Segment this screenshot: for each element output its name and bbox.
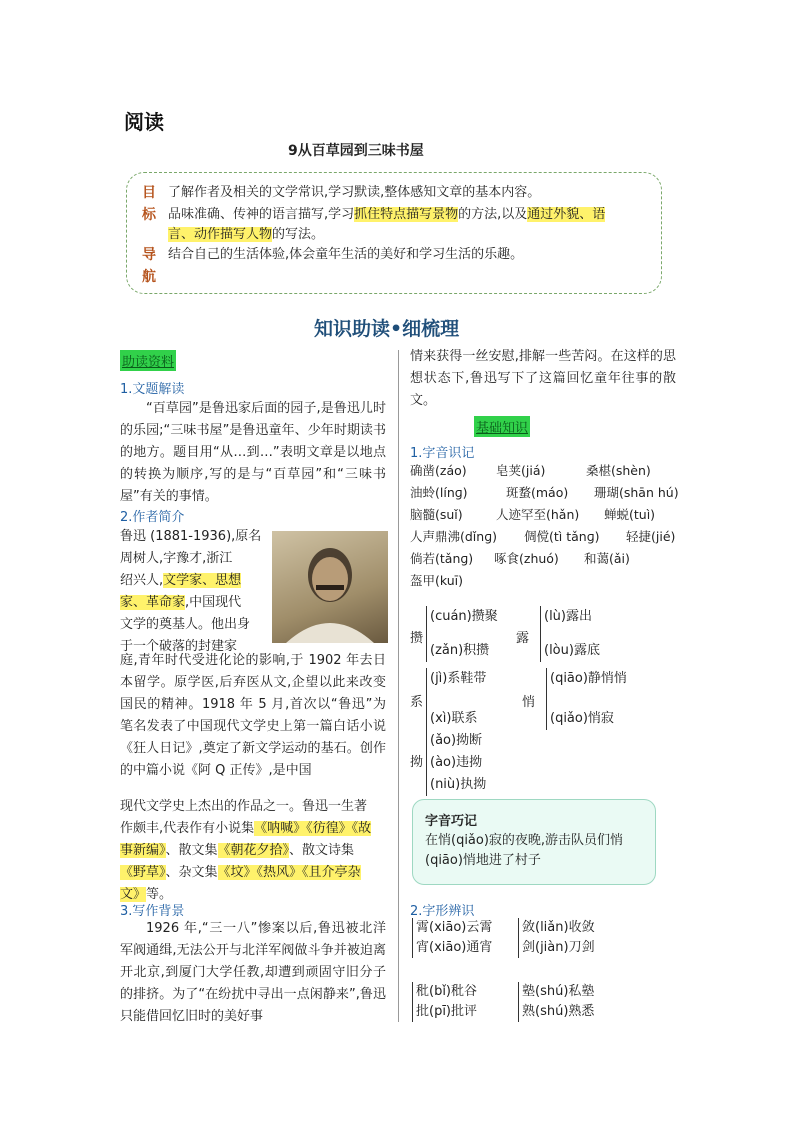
poly-char: 露 [516,631,530,646]
author-text: 等。 [146,887,173,902]
vocab-word: 斑蝥(máo) [506,485,569,500]
shape-word: 敛(liǎn)收敛 [522,920,595,935]
pronunciation-tip-box [412,799,656,885]
vocab-word: 倜傥(tì tǎnɡ) [524,529,600,544]
poly-reading: (xì)联系 [430,711,478,726]
work-highlight: 事新编》 [120,843,166,858]
author-line [120,840,386,862]
goal-highlight: 言、动作描写人物 [168,227,273,242]
poly-reading: (ào)违拗 [430,755,483,770]
subsection-title: 1.字音识记 [410,446,475,461]
vocab-word: 轻捷(jié) [626,529,676,544]
word-row [410,526,675,548]
lesson-title: 9从百草园到三味书屋 [288,143,424,159]
goal-side-char: 导 [142,247,156,263]
word-row [410,548,630,570]
vocab-word: 和蔼(ǎi) [584,551,630,566]
shape-word: 霄(xiāo)云霄 [416,920,493,935]
goal-text-2a: 品味准确、传神的语言描写,学习 [168,207,355,222]
author-line: 鲁迅 (1881-1936),原名 [120,529,262,544]
column-divider [398,350,399,1022]
author-text: 绍兴人, [120,573,164,588]
author-text: 、散文诗集 [289,843,355,858]
poly-char: 拗 [410,755,424,770]
author-text: 、杂文集 [165,865,218,880]
shape-word: 秕(bǐ)秕谷 [416,984,478,999]
goal-highlight: 抓住特点描写景物 [354,207,459,222]
author-line: 文学的奠基人。他出身 [120,617,251,632]
goal-side-char: 航 [142,269,156,285]
author-highlight: 家、革命家 [120,595,186,610]
shape-group [412,982,512,1022]
shape-group [412,918,512,958]
author-line: 于一个破落的封建家 [120,639,238,654]
author-biography-text: 庭,青年时代受进化论的影响,于 1902 年去日本留学。原学医,后弃医从文,企望以此来改变国民的精神。1918 年 5 月,首次以“鲁迅”为笔名发表了中国现代文学史上第一篇白话小说《狂人日记》,奠定了新文学运动的基石。创作的中篇小说《阿 Q 正传》,是中国 [120,653,386,778]
shape-word: 剑(jiàn)刀剑 [522,940,595,955]
shape-word: 宵(xiāo)通宵 [416,940,493,955]
poly-reading: (jì)系鞋带 [430,671,487,686]
work-highlight: 文》 [120,887,147,902]
work-highlight: 《野草》 [120,865,166,880]
poly-reading: (lù)露出 [544,609,592,624]
author-line [120,570,270,592]
word-row [410,504,655,526]
poly-char: 攒 [410,631,424,646]
shape-group [518,982,632,1022]
poly-reading: (ǎo)拗断 [430,733,483,748]
title-explanation-text: “百草园”是鲁迅家后面的园子,是鲁迅儿时的乐园;“三味书屋”是鲁迅童年、少年时期读书的地方。题目用“从…到…”表明文章是以地点的转换为顺序,写的是与“百草园”和“三味书屋”有关的事情。 [120,401,386,504]
work-highlight: 《坟》《热风》《且介亭杂 [217,865,361,880]
poly-reading: (qiāo)静悄悄 [550,671,627,686]
goal-text-3b: 的写法。 [272,227,325,242]
poly-reading: (niù)执拗 [430,777,487,792]
word-row [410,570,463,592]
word-row [410,460,651,482]
tip-title: 字音巧记 [425,814,478,829]
subsection-title: 3.写作背景 [120,904,185,919]
work-highlight: 《呐喊》《彷徨》《故 [254,821,372,836]
poly-reading: (zǎn)积攒 [430,643,490,658]
vocab-word: 蝉蜕(tuì) [604,507,656,522]
work-highlight: 《朝花夕拾》 [217,843,290,858]
goal-line [168,182,656,204]
tip-text: 在悄(qiǎo)寂的夜晚,游击队员们悄(qiāo)悄地进了村子 [425,833,624,868]
vocab-word: 啄食(zhuó) [494,551,559,566]
author-portrait-illustration [272,531,388,643]
vocab-word: 珊瑚(shān hú) [594,485,679,500]
author-line [120,592,270,614]
shape-word: 批(pī)批评 [416,1004,478,1019]
poly-char: 系 [410,695,424,710]
vocab-word: 盔甲(kuī) [410,573,464,588]
shape-word: 塾(shú)私塾 [522,984,595,999]
goal-side-char: 标 [142,207,156,223]
poly-group [540,606,654,662]
subsection-title: 2.字形辨识 [410,904,475,919]
shape-group [518,918,632,958]
subsection-title: 1.文题解读 [120,382,185,397]
vocab-word: 人声鼎沸(dǐnɡ) [410,529,498,544]
background-text-continued: 情来获得一丝安慰,排解一些苦闷。在这样的思想状态下,鲁迅写下了这篇回忆童年往事的散文。 [410,349,676,408]
author-highlight: 文学家、思想 [163,573,242,588]
basic-knowledge-tag: 基础知识 [474,416,530,437]
vocab-word: 人迹罕至(hǎn) [496,507,580,522]
poly-reading: (lòu)露底 [544,643,600,658]
author-line [120,862,386,884]
author-line: 周树人,字豫才,浙江 [120,551,233,566]
goal-side-char: 目 [142,185,156,201]
word-row [410,482,679,504]
author-line [120,818,386,840]
author-line: 现代文学史上杰出的作品之一。鲁迅一生著 [120,799,368,814]
goal-line [168,224,656,246]
goal-highlight: 通过外貌、语 [527,207,606,222]
section-label: 阅读 [124,110,164,134]
poly-reading: (cuán)攒聚 [430,609,498,624]
section-title: 知识助读•细梳理 [314,318,460,340]
goal-text-4: 结合自己的生活体验,体会童年生活的美好和学习生活的乐趣。 [168,247,524,262]
poly-group [426,730,540,796]
author-text: 、散文集 [165,843,218,858]
vocab-word: 脑髓(suǐ) [410,507,463,522]
shape-word: 熟(shú)熟悉 [522,1004,595,1019]
vocab-word: 桑椹(shèn) [586,463,651,478]
background-text: 1926 年,“三一八”惨案以后,鲁迅被北洋军阀通缉,无法公开与北洋军阀做斗争并被迫离开北京,到厦门大学任教,却遭到顽固守旧分子的排挤。为了“在纷扰中寻出一点闲静来”,鲁迅只能借回忆旧时的美好事 [120,921,386,1024]
poly-group [546,668,660,730]
author-text: ,中国现代 [185,595,242,610]
vocab-word: 倘若(tǎnɡ) [410,551,474,566]
author-text: 作颇丰,代表作有小说集 [120,821,255,836]
subsection-title: 2.作者简介 [120,510,185,525]
vocab-word: 油蛉(línɡ) [410,485,468,500]
vocab-word: 皂荚(jiá) [496,463,546,478]
poly-reading: (qiǎo)悄寂 [550,711,614,726]
author-portrait [272,531,388,643]
goal-text-1: 了解作者及相关的文学常识,学习默读,整体感知文章的基本内容。 [168,185,541,200]
reading-material-tag: 助读资料 [120,350,176,371]
poly-char: 悄 [522,695,536,710]
goal-line [168,204,656,226]
goal-line [168,244,656,266]
goal-text-2b: 的方法,以及 [458,207,528,222]
vocab-word: 确凿(záo) [410,463,467,478]
